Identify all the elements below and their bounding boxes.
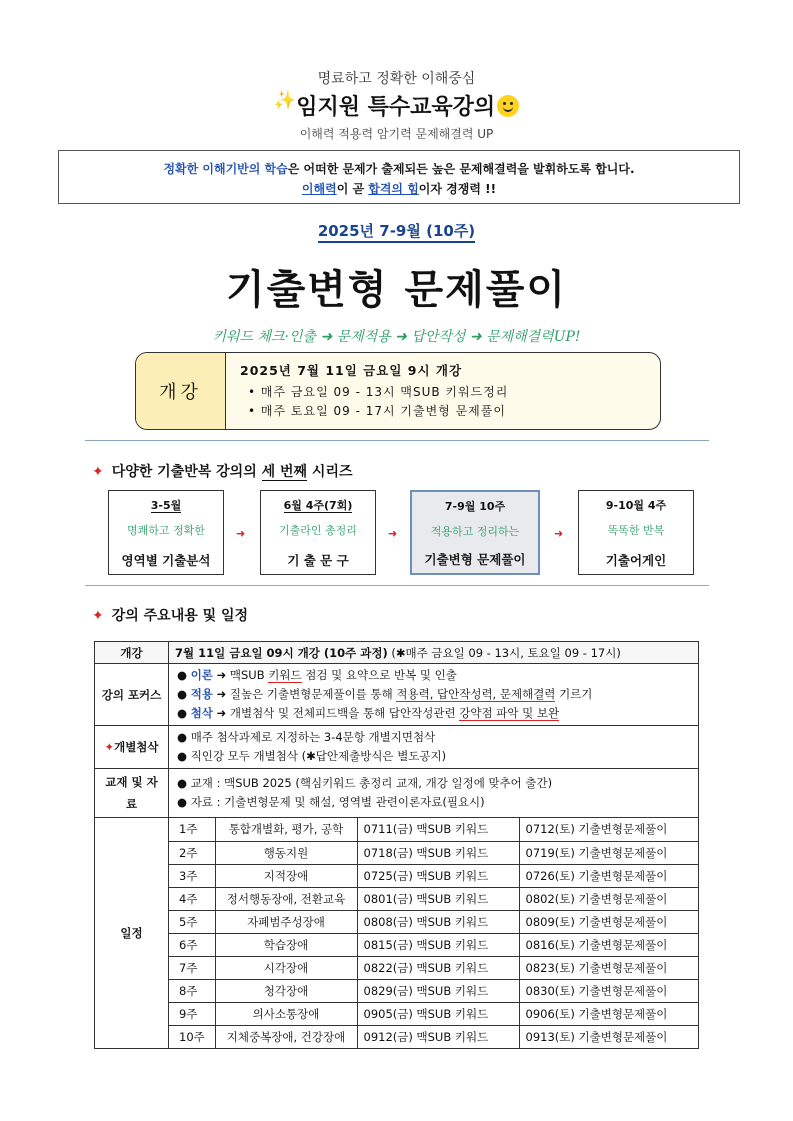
schedule-friday: 0815(금) 맥SUB 키워드 — [357, 933, 519, 956]
series-desc: 적용하고 정리하는 — [430, 525, 520, 538]
schedule-saturday: 0719(토) 기출변형문제풀이 — [519, 841, 698, 864]
arrow-right-icon: ➜ — [216, 687, 227, 701]
arrow-right-icon: ➜ — [216, 706, 227, 720]
table-row — [95, 664, 699, 726]
opening-value-rest: (✱매주 금요일 09 - 13시, 토요일 09 - 17시) — [387, 645, 621, 660]
schedule-topic: 통합개별화, 평가, 공학 — [215, 818, 357, 841]
material-label: 교재 및 자료 — [95, 769, 169, 818]
schedule-table — [169, 818, 698, 1048]
notice-highlight-3: 합격의 힘 — [368, 182, 419, 196]
series-section-title — [92, 461, 353, 481]
review-cell — [169, 726, 699, 769]
schedule-topic: 행동지원 — [215, 841, 357, 864]
schedule-saturday: 0726(토) 기출변형문제풀이 — [519, 864, 698, 887]
schedule-saturday: 0816(토) 기출변형문제풀이 — [519, 933, 698, 956]
term-heading — [0, 220, 793, 241]
series-period: 6월 4주(7회) — [283, 499, 353, 512]
focus-cell — [169, 664, 699, 726]
opening-cell-label: 개강 — [95, 642, 169, 664]
schedule-topic: 의사소통장애 — [215, 1002, 357, 1025]
schedule-label: 일정 — [95, 818, 169, 1049]
schedule-friday: 0801(금) 맥SUB 키워드 — [357, 887, 519, 910]
star-icon: ✦ — [92, 464, 104, 480]
opening-date: 2025년 7월 11일 금요일 9시 개강 — [240, 363, 463, 378]
focus-underline: 강약점 파악 및 보완 — [459, 706, 560, 720]
opening-box — [135, 352, 661, 430]
series-title-c: 시리즈 — [307, 464, 353, 480]
focus-label: 강의 포커스 — [95, 664, 169, 726]
series-name: 기 출 문 구 — [287, 553, 349, 568]
schedule-topic: 지적장애 — [215, 864, 357, 887]
opening-content — [240, 361, 508, 421]
brand-title — [0, 90, 793, 121]
schedule-saturday: 0823(토) 기출변형문제풀이 — [519, 956, 698, 979]
review-text: 직인강 모두 개별첨삭 (✱답안제출방식은 별도공지) — [190, 749, 447, 763]
flow-steps: 키워드 체크·인출 ➜ 문제적용 ➜ 답안작성 ➜ 문제해결력UP! — [212, 329, 581, 345]
schedule-week: 5주 — [169, 910, 215, 933]
material-item: ● 교재 : 맥SUB 2025 (핵심키워드 총정리 교재, 개강 일정에 맞추어 출간) — [177, 776, 553, 790]
schedule-row — [169, 887, 698, 910]
series-box — [578, 490, 694, 575]
sparkle-icon: ✨ — [273, 90, 297, 111]
review-item: ● 매주 첨삭과제로 지정하는 3-4문항 개별지면첨삭 — [177, 730, 436, 744]
schedule-saturday: 0906(토) 기출변형문제풀이 — [519, 1002, 698, 1025]
table-row — [95, 818, 699, 1049]
series-title-a: 다양한 기출반복 강의의 — [111, 464, 262, 480]
schedule-friday: 0711(금) 맥SUB 키워드 — [357, 818, 519, 841]
star-icon: ✦ — [92, 608, 104, 624]
arrow-right-icon: ➜ — [388, 527, 398, 540]
schedule-saturday: 0830(토) 기출변형문제풀이 — [519, 979, 698, 1002]
focus-item: ● 이론 ➜ 맥SUB 키워드 점검 및 요약으로 반복 및 인출 — [177, 668, 457, 682]
divider — [85, 585, 709, 586]
focus-text: 점검 및 요약으로 반복 및 인출 — [301, 668, 457, 682]
focus-text: 기르기 — [555, 687, 593, 701]
smiley-icon — [497, 95, 519, 117]
schedule-saturday: 0913(토) 기출변형문제풀이 — [519, 1025, 698, 1048]
focus-text: 질높은 기출변형문제풀이를 통해 — [226, 687, 397, 701]
schedule-saturday: 0802(토) 기출변형문제풀이 — [519, 887, 698, 910]
notice-box — [58, 150, 740, 204]
focus-item: ● 적용 ➜ 질높은 기출변형문제풀이를 통해 적용력, 답안작성력, 문제해결력 기르기 — [177, 687, 593, 701]
schedule-topic: 시각장애 — [215, 956, 357, 979]
schedule-week: 7주 — [169, 956, 215, 979]
review-label-text: 개별첨삭 — [114, 740, 159, 754]
material-text: 자료 : 기출변형문제 및 해설, 영역별 관련이론자료(필요시) — [190, 795, 485, 809]
series-desc: 똑똑한 반복 — [607, 524, 665, 537]
schedule-cell — [169, 818, 699, 1049]
series-name: 기출변형 문제풀이 — [424, 552, 526, 567]
content-section-title — [92, 605, 248, 625]
schedule-friday: 0912(금) 맥SUB 키워드 — [357, 1025, 519, 1048]
schedule-friday: 0725(금) 맥SUB 키워드 — [357, 864, 519, 887]
table-row — [95, 642, 699, 664]
focus-key: 첨삭 — [190, 706, 213, 720]
series-box-current — [410, 490, 540, 575]
schedule-row — [169, 1002, 698, 1025]
schedule-topic: 자폐범주성장애 — [215, 910, 357, 933]
schedule-row — [169, 818, 698, 841]
series-desc: 명쾌하고 정확한 — [127, 524, 205, 537]
schedule-week: 4주 — [169, 887, 215, 910]
schedule-topic: 학습장애 — [215, 933, 357, 956]
arrow-right-icon: ➜ — [236, 527, 246, 540]
schedule-row — [169, 864, 698, 887]
opening-value-bold: 7월 11일 금요일 09시 개강 (10주 과정) — [175, 645, 388, 660]
schedule-row — [169, 1025, 698, 1048]
schedule-saturday: 0712(토) 기출변형문제풀이 — [519, 818, 698, 841]
notice-highlight-2: 이해력 — [301, 182, 337, 196]
series-box — [108, 490, 224, 575]
notice-text-2: 이 곧 — [336, 182, 369, 196]
notice-line-1 — [59, 159, 739, 179]
schedule-friday: 0808(금) 맥SUB 키워드 — [357, 910, 519, 933]
schedule-topic: 정서행동장애, 전환교육 — [215, 887, 357, 910]
divider — [85, 440, 709, 441]
schedule-row — [169, 841, 698, 864]
table-row — [95, 726, 699, 769]
focus-key: 이론 — [190, 668, 213, 682]
schedule-week: 6주 — [169, 933, 215, 956]
schedule-topic: 지체중복장애, 건강장애 — [215, 1025, 357, 1048]
opening-item: • 매주 토요일 09 - 17시 기출변형 문제풀이 — [248, 404, 506, 418]
series-box — [260, 490, 376, 575]
notice-line-2 — [59, 179, 739, 199]
focus-key: 적용 — [190, 687, 213, 701]
series-period: 3-5월 — [150, 499, 182, 512]
focus-item: ● 첨삭 ➜ 개별첨삭 및 전체피드백을 통해 답안작성관련 강약점 파악 및 보완 — [177, 706, 560, 720]
table-row — [95, 769, 699, 818]
opening-item: • 매주 금요일 09 - 13시 맥SUB 키워드정리 — [248, 385, 509, 399]
schedule-row — [169, 979, 698, 1002]
review-item: ● 직인강 모두 개별첨삭 (✱답안제출방식은 별도공지) — [177, 749, 447, 763]
schedule-friday: 0718(금) 맥SUB 키워드 — [357, 841, 519, 864]
series-period: 7-9월 10주 — [444, 500, 506, 513]
content-title: 강의 주요내용 및 일정 — [111, 608, 249, 624]
schedule-friday: 0829(금) 맥SUB 키워드 — [357, 979, 519, 1002]
series-desc: 기출라인 총정리 — [279, 524, 357, 537]
series-name: 영역별 기출분석 — [121, 553, 211, 568]
course-table — [94, 641, 699, 1049]
schedule-saturday: 0809(토) 기출변형문제풀이 — [519, 910, 698, 933]
arrow-right-icon: ➜ — [554, 527, 564, 540]
schedule-week: 8주 — [169, 979, 215, 1002]
page-title: 기출변형 문제풀이 — [225, 267, 568, 313]
schedule-week: 3주 — [169, 864, 215, 887]
tagline: 명료하고 정확한 이해중심 — [317, 71, 476, 87]
sub-tagline: 이해력 적용력 암기력 문제해결력 UP — [299, 127, 494, 141]
schedule-row — [169, 933, 698, 956]
arrow-right-icon: ➜ — [216, 668, 227, 682]
material-text: 교재 : 맥SUB 2025 (핵심키워드 총정리 교재, 개강 일정에 맞추어 출간) — [190, 776, 553, 790]
schedule-week: 1주 — [169, 818, 215, 841]
schedule-friday: 0905(금) 맥SUB 키워드 — [357, 1002, 519, 1025]
schedule-week: 9주 — [169, 1002, 215, 1025]
opening-label: 개강 — [136, 353, 226, 429]
schedule-friday: 0822(금) 맥SUB 키워드 — [357, 956, 519, 979]
schedule-row — [169, 910, 698, 933]
review-label — [95, 726, 169, 769]
series-period: 9-10월 4주 — [605, 499, 667, 512]
series-title-b: 세 번째 — [261, 464, 308, 480]
series-name: 기출어게인 — [605, 553, 667, 568]
material-item: ● 자료 : 기출변형문제 및 해설, 영역별 관련이론자료(필요시) — [177, 795, 485, 809]
schedule-week: 10주 — [169, 1025, 215, 1048]
notice-text-1: 은 어떠한 문제가 출제되든 높은 문제해결력을 발휘하도록 합니다. — [287, 162, 635, 176]
material-cell — [169, 769, 699, 818]
term-text: 2025년 7-9월 (10주) — [318, 222, 475, 243]
focus-text: 개별첨삭 및 전체피드백을 통해 답안작성관련 — [226, 706, 460, 720]
opening-cell-value — [169, 642, 699, 664]
notice-highlight-1: 정확한 이해기반의 학습 — [163, 162, 288, 176]
sparkle-icon: ✦ — [104, 740, 115, 754]
schedule-topic: 청각장애 — [215, 979, 357, 1002]
focus-underline: 키워드 — [268, 668, 302, 682]
focus-underline: 적용력, 답안작성력, 문제해결력 — [396, 687, 556, 701]
schedule-row — [169, 956, 698, 979]
notice-text-3: 이자 경쟁력 !! — [418, 182, 497, 196]
review-text: 매주 첨삭과제로 지정하는 3-4문항 개별지면첨삭 — [190, 730, 436, 744]
schedule-week: 2주 — [169, 841, 215, 864]
focus-text: 맥SUB — [226, 668, 269, 682]
brand-name: 임지원 특수교육강의 — [296, 95, 496, 120]
